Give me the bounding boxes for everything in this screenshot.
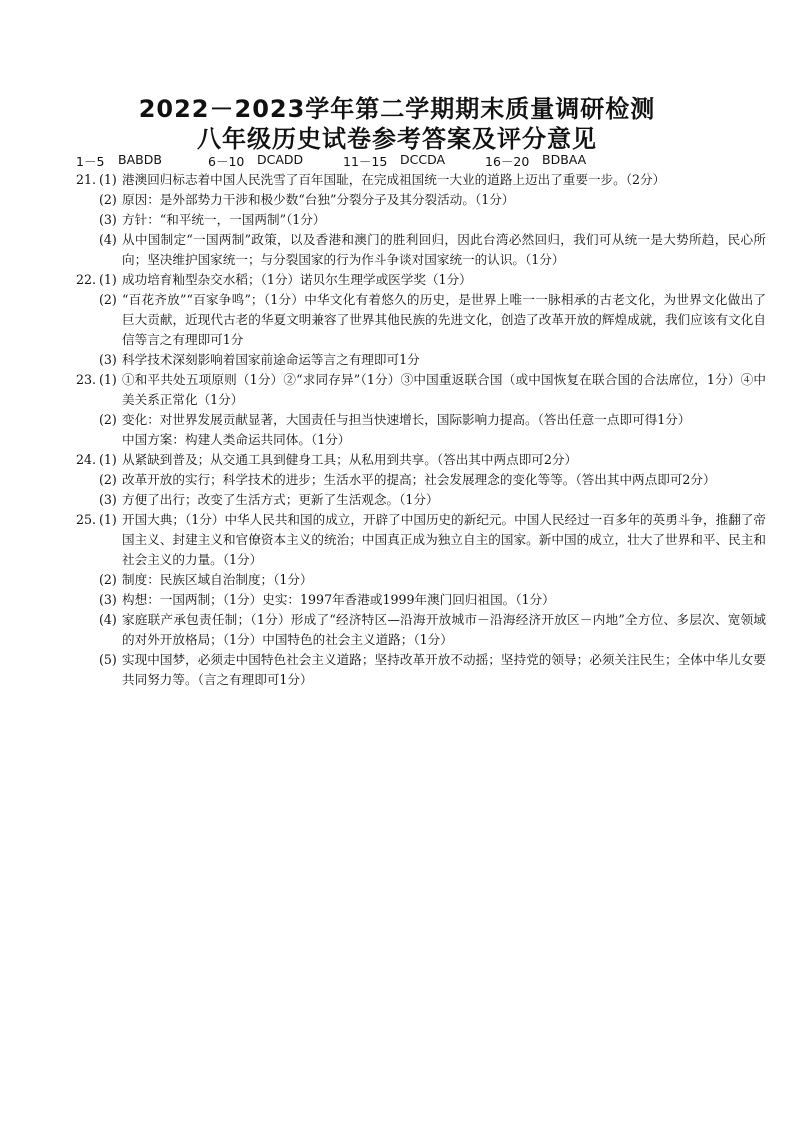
item-label: (1) <box>99 272 117 287</box>
item-label: (3) <box>99 352 117 367</box>
answer-item <box>76 450 766 470</box>
mc-range-3: 11－15 <box>343 154 388 169</box>
answer-item <box>76 470 766 490</box>
question-21 <box>76 170 766 270</box>
item-label: (3) <box>99 212 117 227</box>
item-label: (3) <box>99 592 117 607</box>
item-text: 构想：一国两制；（1分）史实：1997年香港或1999年澳门回归祖国。（1分） <box>122 592 555 607</box>
question-25 <box>76 510 766 690</box>
answer-item <box>76 650 766 690</box>
answer-item <box>76 570 766 590</box>
item-label: (2) <box>99 292 117 307</box>
mc-answers-2: DCADD <box>257 152 304 167</box>
question-22 <box>76 270 766 370</box>
item-label: (2) <box>99 412 117 427</box>
item-text: 方针：“和平统一，一国两制”（1分） <box>122 212 326 227</box>
answer-body <box>76 170 766 690</box>
question-number: 23. <box>76 372 97 387</box>
item-label: (1) <box>99 512 117 527</box>
item-label: (4) <box>99 612 117 627</box>
answer-item <box>76 350 766 370</box>
question-number: 25. <box>76 512 97 527</box>
item-label: (1) <box>99 372 117 387</box>
item-text: 成功培育籼型杂交水稻；（1分）诺贝尔生理学或医学奖（1分） <box>122 272 472 287</box>
answer-item <box>76 510 766 570</box>
mc-range-2: 6－10 <box>208 154 245 169</box>
document-subtitle: 八年级历史试卷参考答案及评分意见 <box>197 125 597 153</box>
answer-item <box>76 410 766 430</box>
mc-range-1: 1－5 <box>76 154 105 169</box>
question-number: 24. <box>76 452 97 467</box>
item-text: “百花齐放”“百家争鸣”；（1分）中华文化有着悠久的历史，是世界上唯一一脉相承的古老文化，为世界文化做出了巨大贡献，近现代古老的华夏文明兼容了世界其他民族的先进文化，创造了改革开放的辉煌成就，我们应该有文化自信等言之有理即可1分 <box>122 292 766 347</box>
mc-answers-1: BABDB <box>118 152 162 167</box>
item-text: 变化：对世界发展贡献显著，大国责任与担当快速增长，国际影响力提高。（答出任意一点即可得1分） <box>122 412 691 427</box>
answer-extra-line: 中国方案：构建人类命运共同体。（1分） <box>122 432 351 447</box>
item-text: 原因：是外部势力干涉和极少数“台独”分裂分子及其分裂活动。（1分） <box>122 192 515 207</box>
item-text: 实现中国梦，必须走中国特色社会主义道路；坚持改革开放不动摇；坚持党的领导；必须关注民生；全体中华儿女要共同努力等。（言之有理即可1分） <box>122 652 766 687</box>
mc-range-4: 16－20 <box>485 154 530 169</box>
item-label: (2) <box>99 472 117 487</box>
item-text: 家庭联产承包责任制；（1分）形成了“经济特区—沿海开放城市－沿海经济开放区－内地”全方位、多层次、宽领域的对外开放格局；（1分）中国特色的社会主义道路；（1分） <box>122 612 766 647</box>
item-label: (3) <box>99 492 117 507</box>
item-label: (2) <box>99 572 117 587</box>
item-text: 方便了出行；改变了生活方式；更新了生活观念。（1分） <box>122 492 439 507</box>
question-23 <box>76 370 766 450</box>
item-text: 从紧缺到普及；从交通工具到健身工具；从私用到共享。（答出其中两点即可2分） <box>122 452 578 467</box>
item-label: (1) <box>99 172 117 187</box>
item-label: (5) <box>99 652 117 667</box>
answer-item <box>76 210 766 230</box>
item-text: ①和平共处五项原则（1分）②“求同存异”（1分）③中国重返联合国（或中国恢复在联合国的合法席位，1分）④中美关系正常化（1分） <box>122 372 766 407</box>
answer-item <box>76 270 766 290</box>
item-label: (2) <box>99 192 117 207</box>
answer-item <box>76 590 766 610</box>
item-text: 开国大典；（1分）中华人民共和国的成立，开辟了中国历史的新纪元。中国人民经过一百多年的英勇斗争，推翻了帝国主义、封建主义和官僚资本主义的统治；中国真正成为独立自主的国家。新中国的成立，壮大了世界和平、民主和社会主义的力量。（1分） <box>122 512 766 567</box>
question-number: 22. <box>76 272 97 287</box>
item-label: (1) <box>99 452 117 467</box>
answer-item <box>76 190 766 210</box>
item-text: 从中国制定“一国两制”政策，以及香港和澳门的胜利回归，因此台湾必然回归，我们可从统一是大势所趋，民心所向；坚决维护国家统一；与分裂国家的行为作斗争谈对国家统一的认识。（1分） <box>122 232 766 267</box>
mc-answers-4: BDBAA <box>542 152 587 167</box>
item-text: 科学技术深刻影响着国家前途命运等言之有理即可1分 <box>122 352 420 367</box>
item-text: 制度：民族区域自治制度；（1分） <box>122 572 313 587</box>
answer-item <box>76 610 766 650</box>
answer-item <box>76 230 766 270</box>
answer-item <box>76 490 766 510</box>
document-title: 2022－2023学年第二学期期末质量调研检测 <box>138 95 656 123</box>
question-number: 21. <box>76 172 97 187</box>
item-label: (4) <box>99 232 117 247</box>
answer-item <box>76 170 766 190</box>
answer-item <box>76 290 766 350</box>
item-text: 改革开放的实行；科学技术的进步；生活水平的提高；社会发展理念的变化等等。（答出其中两点即可2分） <box>122 472 716 487</box>
mc-answers-3: DCCDA <box>400 152 446 167</box>
question-24 <box>76 450 766 510</box>
answer-item <box>76 370 766 410</box>
item-text: 港澳回归标志着中国人民洗雪了百年国耻，在完成祖国统一大业的道路上迈出了重要一步。（2分） <box>122 172 666 187</box>
